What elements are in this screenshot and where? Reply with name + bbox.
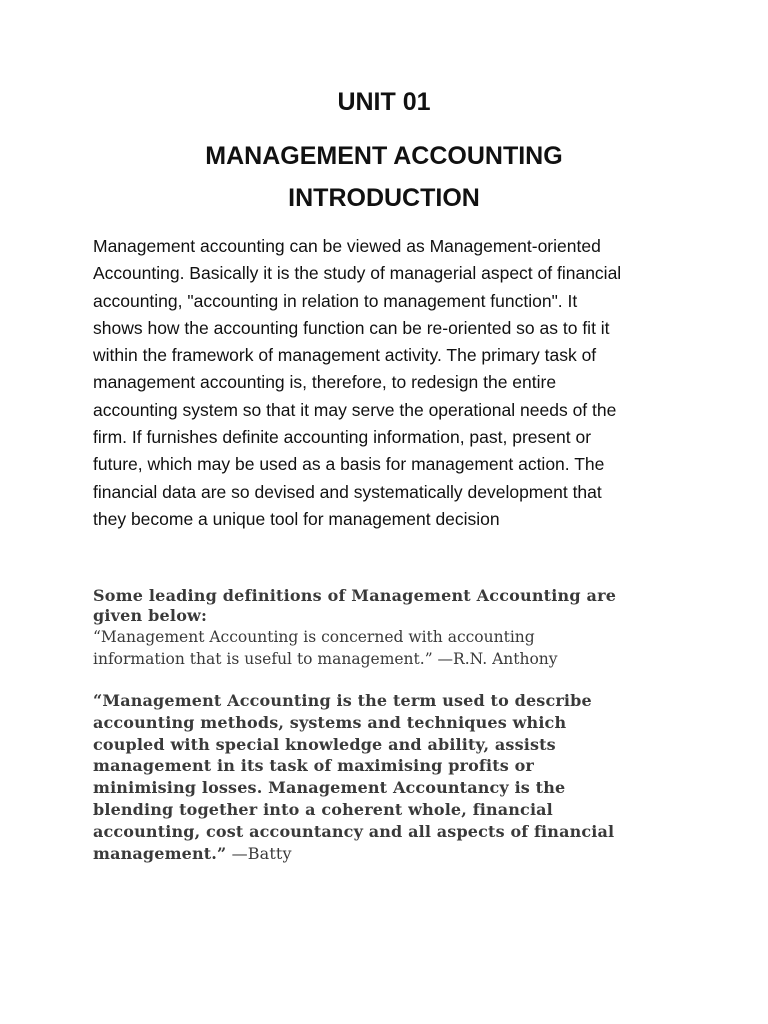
intro-line: accounting system so that it may serve the operational needs of the xyxy=(93,399,617,420)
intro-paragraph xyxy=(93,233,683,533)
anthony-definition-quote xyxy=(93,626,693,670)
quote-line: information that is useful to management.” —R.N. Anthony xyxy=(93,650,558,668)
quote-line: management in its task of maximising profits or xyxy=(93,756,535,776)
main-title-line-1: MANAGEMENT ACCOUNTING xyxy=(205,142,563,170)
definitions-heading-line: Some leading definitions of Management Accounting are xyxy=(93,586,617,605)
quote-last-line-text: management.” xyxy=(93,843,227,863)
intro-line: they become a unique tool for management decision xyxy=(93,508,500,529)
quote-line: blending together into a coherent whole, financial xyxy=(93,799,553,819)
intro-line: within the framework of management activity. The primary task of xyxy=(93,345,597,366)
intro-line: management accounting is, therefore, to redesign the entire xyxy=(93,372,557,393)
intro-line: Accounting. Basically it is the study of managerial aspect of financial xyxy=(93,263,622,284)
intro-line: future, which may be used as a basis for management action. The xyxy=(93,454,605,475)
intro-line: financial data are so devised and systematically development that xyxy=(93,481,602,502)
quote-line: “Management Accounting is concerned with accounting xyxy=(93,628,535,646)
intro-line: accounting, "accounting in relation to management function". It xyxy=(93,290,578,311)
batty-definition-quote xyxy=(93,690,693,864)
intro-line: shows how the accounting function can be re-oriented so as to fit it xyxy=(93,317,610,338)
definitions-section xyxy=(93,586,693,670)
quote-last-line xyxy=(93,843,693,865)
quote-line: minimising losses. Management Accountancy is the xyxy=(93,778,566,798)
intro-line: firm. If furnishes definite accounting information, past, present or xyxy=(93,427,592,448)
definitions-heading-line: given below: xyxy=(93,606,208,625)
intro-line: Management accounting can be viewed as Management-oriented xyxy=(93,236,601,256)
quote-attribution: —Batty xyxy=(226,843,292,863)
definitions-heading xyxy=(93,586,693,626)
main-title-line-2: INTRODUCTION xyxy=(288,184,480,212)
quote-line: coupled with special knowledge and ability, assists xyxy=(93,734,556,754)
quote-line: “Management Accounting is the term used to describe xyxy=(93,691,592,710)
quote-line: accounting, cost accountancy and all aspects of financial xyxy=(93,821,615,841)
quote-line: accounting methods, systems and techniques which xyxy=(93,712,567,732)
unit-title: UNIT 01 xyxy=(337,88,431,116)
